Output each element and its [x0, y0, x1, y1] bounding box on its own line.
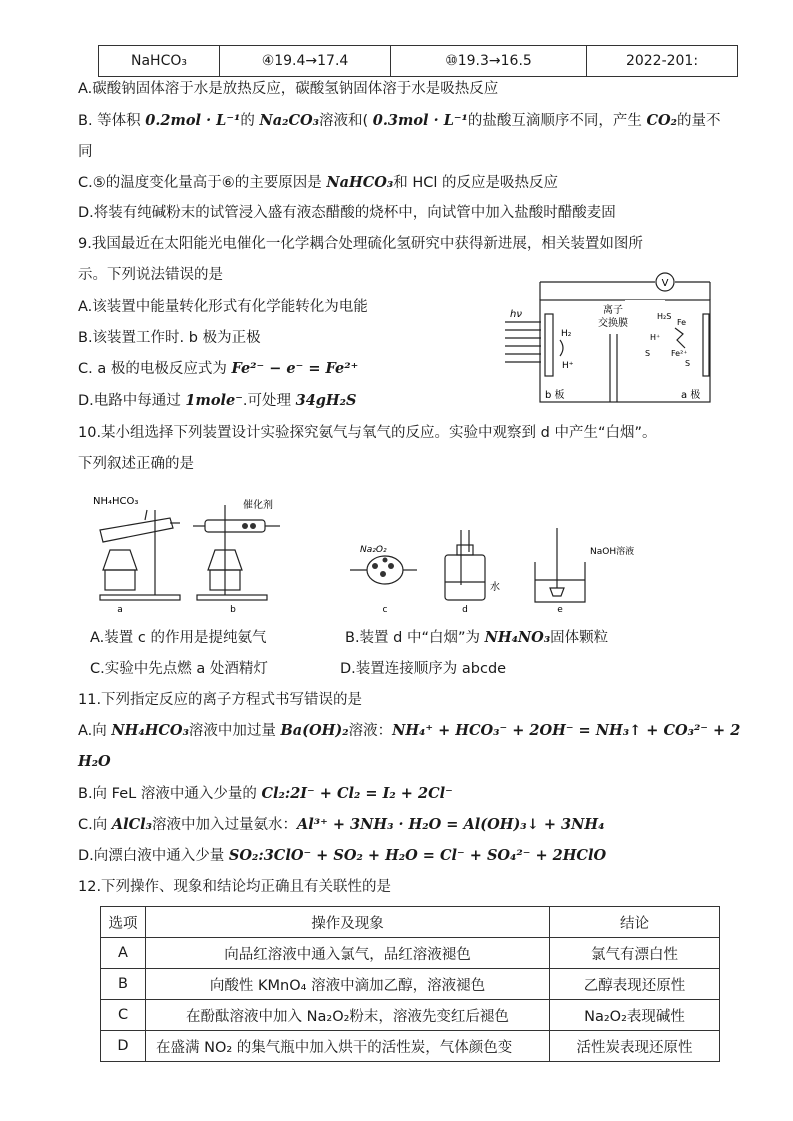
- text: 的量不: [677, 113, 721, 129]
- q11-option-a: [78, 720, 740, 742]
- text: 的盐酸互滴顺序不同，产生: [467, 113, 647, 129]
- q8-option-c: [78, 172, 558, 194]
- table-cell: 向品红溶液中通入氯气，品红溶液褪色: [146, 938, 550, 969]
- formula: Ba(OH)₂: [280, 722, 349, 739]
- q8-option-b: [78, 110, 721, 132]
- b-plate-label: b 板: [545, 390, 565, 401]
- label-a: a: [117, 605, 123, 615]
- table-cell: 2022-201:: [587, 46, 738, 77]
- q11-stem: 11.下列指定反应的离子方程式书写错误的是: [78, 692, 363, 708]
- text: 溶液中加入过量氨水：: [152, 817, 298, 833]
- membrane-label-2: 交换膜: [598, 318, 628, 329]
- formula: CO₂: [646, 112, 678, 129]
- table-row: [99, 46, 738, 77]
- table-cell: Na₂O₂表现碱性: [550, 1000, 720, 1031]
- q9-option-a: A.该装置中能量转化形式有化学能转化为电能: [78, 299, 368, 315]
- na2o2-label: Na₂O₂: [360, 545, 387, 555]
- text: D.向漂白液中通入少量: [78, 848, 229, 864]
- apparatus-diagram: [85, 490, 665, 615]
- h2-label: H₂: [561, 329, 572, 339]
- light-label: hν: [510, 309, 522, 320]
- s-left-label: S: [645, 349, 651, 358]
- table-cell: 活性炭表现还原性: [550, 1031, 720, 1062]
- q10-option-c: C.实验中先点燃 a 处酒精灯: [90, 661, 268, 677]
- formula: AlCl₃: [111, 816, 153, 833]
- table-row: [101, 938, 720, 969]
- table-header-row: [101, 907, 720, 938]
- table-cell: A: [101, 938, 146, 969]
- table-cell: B: [101, 969, 146, 1000]
- naoh-label: NaOH溶液: [590, 547, 635, 557]
- q12-stem: 12.下列操作、现象和结论均正确且有关联性的是: [78, 879, 392, 895]
- q10-stem: 10.某小组选择下列装置设计实验探究氨气与氧气的反应。实验中观察到 d 中产生“白烟”。: [78, 425, 657, 441]
- nh4hco3-label: NH₄HCO₃: [93, 496, 139, 507]
- top-data-table: [98, 45, 738, 77]
- text: C.向: [78, 817, 112, 833]
- q10-option-a: A.装置 c 的作用是提纯氨气: [90, 630, 267, 646]
- text: D.电路中每通过: [78, 393, 186, 409]
- formula: 34gH₂S: [295, 392, 357, 409]
- formula: NH₄HCO₃: [111, 722, 189, 739]
- label-c: c: [382, 605, 388, 615]
- table-cell: ④19.4→17.4: [220, 46, 391, 77]
- formula: Cl₂:2I⁻ + Cl₂ = I₂ + 2Cl⁻: [261, 785, 453, 802]
- table-cell: 向酸性 KMnO₄ 溶液中滴加乙醇，溶液褪色: [146, 969, 550, 1000]
- q11-option-d: [78, 845, 606, 867]
- s-right-label: S: [685, 359, 691, 368]
- hplus-right-label: H⁺: [650, 333, 661, 342]
- text: 溶液：: [348, 723, 393, 739]
- header-cell: 选项: [101, 907, 146, 938]
- formula: 0.3mol · L⁻¹: [372, 112, 468, 129]
- electrochemical-cell-diagram: [505, 270, 720, 410]
- formula: NH₄NO₃: [484, 629, 551, 646]
- formula: 0.2mol · L⁻¹: [145, 112, 241, 129]
- q9-option-c: [78, 358, 358, 380]
- table-row: [101, 1000, 720, 1031]
- table-cell: 乙醇表现还原性: [550, 969, 720, 1000]
- q11-option-c: [78, 814, 604, 836]
- text: B.向 FeL 溶液中通入少量的: [78, 786, 262, 802]
- table-cell: NaHCO₃: [99, 46, 220, 77]
- text: C. a 极的电极反应式为: [78, 361, 232, 377]
- table-cell: C: [101, 1000, 146, 1031]
- q8-option-a: A.碳酸钠固体溶于水是放热反应，碳酸氢钠固体溶于水是吸热反应: [78, 81, 499, 97]
- table-cell: 在酚酞溶液中加入 Na₂O₂粉末，溶液先变红后褪色: [146, 1000, 550, 1031]
- formula: NH₄⁺ + HCO₃⁻ + 2OH⁻ = NH₃↑ + CO₃²⁻ + 2: [392, 722, 741, 739]
- fe-label: Fe: [677, 318, 687, 327]
- formula: Al³⁺ + 3NH₃ · H₂O = Al(OH)₃↓ + 3NH₄: [297, 816, 605, 833]
- table-cell: 在盛满 NO₂ 的集气瓶中加入烘干的活性炭，气体颜色变: [146, 1031, 550, 1062]
- text: 固体颗粒: [550, 630, 609, 646]
- q10-option-d: D.装置连接顺序为 abcde: [340, 661, 507, 677]
- text: 溶液和(: [319, 113, 373, 129]
- text: .可处理: [242, 393, 296, 409]
- label-b: b: [230, 605, 236, 615]
- text: B.装置 d 中“白烟”为: [345, 630, 485, 646]
- header-cell: 操作及现象: [146, 907, 550, 938]
- a-pole-label: a 极: [681, 390, 701, 401]
- catalyst-label: 催化剂: [243, 500, 273, 511]
- q9-stem-cont: 示。下列说法错误的是: [78, 267, 223, 283]
- q9-option-b: B.该装置工作时. b 极为正极: [78, 330, 261, 346]
- text: 和 HCl 的反应是吸热反应: [393, 175, 558, 191]
- hplus-label: H⁺: [562, 361, 574, 371]
- q8-option-d: D.将装有纯碱粉末的试管浸入盛有液态醋酸的烧杯中，向试管中加入盐酸时醋酸麦固: [78, 205, 616, 221]
- formula: SO₂:3ClO⁻ + SO₂ + H₂O = Cl⁻ + SO₄²⁻ + 2HClO: [228, 847, 607, 864]
- h2s-label: H₂S: [657, 312, 672, 321]
- q10-stem-cont: 下列叙述正确的是: [78, 456, 194, 472]
- table-cell: ⑩19.3→16.5: [391, 46, 587, 77]
- q12-table: [100, 906, 720, 1062]
- q11-option-a-cont: [78, 751, 111, 773]
- fe2-label: Fe²⁺: [671, 349, 688, 358]
- text: 溶液中加过量: [188, 723, 281, 739]
- formula: Fe²⁻ − e⁻ = Fe²⁺: [231, 360, 359, 377]
- water-label: 水: [490, 582, 500, 593]
- q9-option-d: [78, 390, 356, 412]
- formula: NaHCO₃: [326, 174, 394, 191]
- text: A.向: [78, 723, 112, 739]
- q9-stem: 9.我国最近在太阳能光电催化一化学耦合处理硫化氢研究中获得新进展，相关装置如图所: [78, 236, 643, 252]
- text: B. 等体积: [78, 113, 146, 129]
- q10-option-b: [345, 627, 608, 649]
- membrane-label-1: 离子: [603, 305, 623, 316]
- label-d: d: [462, 605, 468, 615]
- table-cell: 氯气有漂白性: [550, 938, 720, 969]
- formula: H₂O: [78, 753, 111, 770]
- table-row: [101, 1031, 720, 1062]
- q11-option-b: [78, 783, 453, 805]
- formula: Na₂CO₃: [259, 112, 320, 129]
- label-e: e: [557, 605, 563, 615]
- q8-option-b-cont: 同: [78, 144, 93, 160]
- table-cell: D: [101, 1031, 146, 1062]
- formula: 1mole⁻: [185, 392, 243, 409]
- header-cell: 结论: [550, 907, 720, 938]
- text: 的: [240, 113, 260, 129]
- voltmeter-label: V: [661, 278, 669, 289]
- table-row: [101, 969, 720, 1000]
- text: C.⑤的温度变化量高于⑥的主要原因是: [78, 175, 327, 191]
